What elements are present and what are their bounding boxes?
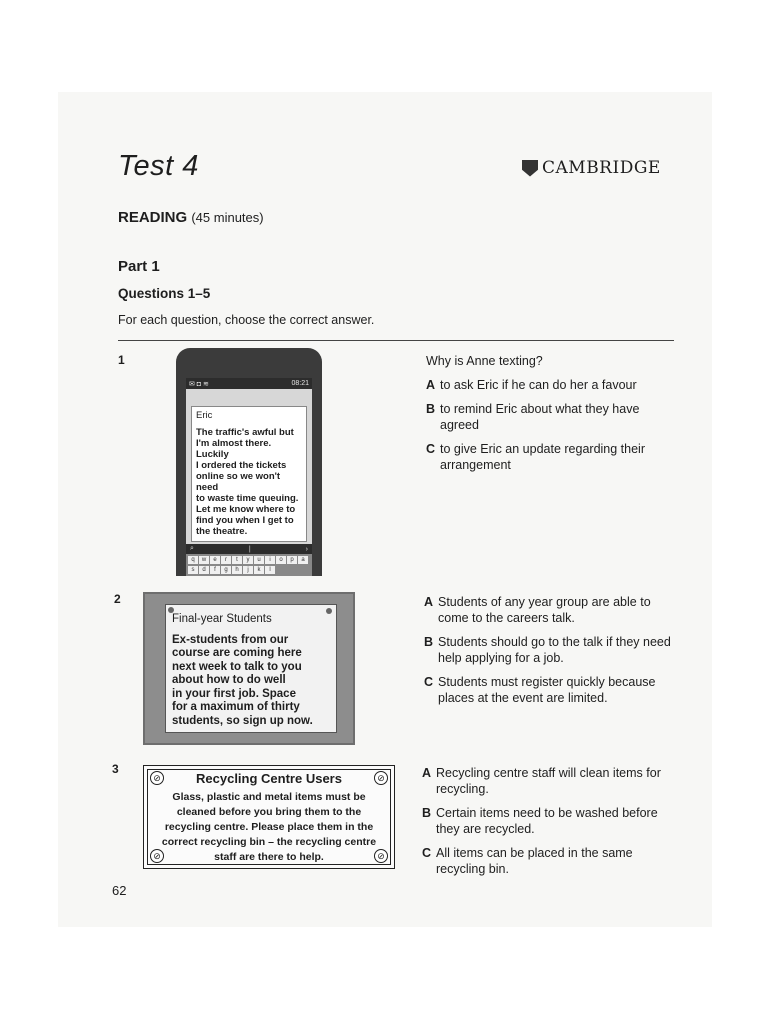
keyboard-key: s [188, 566, 198, 574]
status-time: 08:21 [291, 380, 309, 387]
test-title: Test 4 [118, 150, 199, 182]
keyboard-key: u [254, 556, 264, 564]
page-number: 62 [112, 883, 127, 898]
message-line: Let me know where to [196, 504, 296, 515]
question-stem: Why is Anne texting? [426, 354, 543, 368]
phone-screen [186, 378, 312, 576]
section-duration: (45 minutes) [191, 210, 264, 225]
notice-heading: Final-year Students [172, 613, 272, 625]
message-line: The traffic's awful but [196, 427, 294, 438]
keyboard-key: k [254, 566, 264, 574]
keyboard-key: j [243, 566, 253, 574]
keyboard-key: o [276, 556, 286, 564]
keyboard-key: d [199, 566, 209, 574]
keyboard-key: a [298, 556, 308, 564]
option-a: A Recycling centre staff will clean items for recycling. [422, 766, 661, 796]
options-q3 [422, 765, 672, 877]
message-line: I'm almost there. Luckily [196, 438, 272, 460]
message-recipient: Eric [196, 410, 213, 421]
keyboard-key: p [287, 556, 297, 564]
keyboard-key: h [232, 566, 242, 574]
pin-icon [168, 607, 174, 613]
phone-status-bar [186, 378, 312, 389]
section-name: READING [118, 209, 188, 226]
notice-board [143, 592, 355, 745]
keyboard-key: w [199, 556, 209, 564]
pin-icon [326, 608, 332, 614]
cambridge-logo [522, 158, 661, 178]
screw-icon: ⊘ [374, 849, 388, 863]
question-number: 2 [114, 592, 121, 606]
notice-body: Ex-students from our course are coming here next week to talk to you about how to do well in your first job. Space for a maximum of thirty students, so sign up now. [172, 633, 313, 727]
question-number: 1 [118, 353, 125, 367]
cambridge-shield-icon [522, 160, 538, 177]
option-c: C Students must register quickly because places at the event are limited. [424, 675, 656, 705]
sign-heading: Recycling Centre Users [196, 771, 342, 786]
option-a: A to ask Eric if he can do her a favour [426, 378, 637, 392]
message-line: I ordered the tickets [196, 460, 287, 471]
keyboard-key: y [243, 556, 253, 564]
keyboard-key: g [221, 566, 231, 574]
status-icons: ✉ ◘ ≋ [189, 380, 209, 388]
question-number: 3 [112, 762, 119, 776]
screw-icon: ⊘ [150, 771, 164, 785]
notice-paper [165, 604, 337, 733]
options-q1 [426, 377, 662, 473]
logo-text: CAMBRIDGE [542, 158, 661, 178]
keyboard-key: l [265, 566, 275, 574]
text-message [191, 406, 307, 542]
section-heading [118, 209, 264, 226]
chevron-right-icon: › [305, 545, 308, 553]
cursor-icon: | [248, 545, 251, 553]
part-heading: Part 1 [118, 258, 160, 275]
instruction-text: For each question, choose the correct answer. [118, 313, 375, 327]
message-line: to waste time queuing. [196, 493, 299, 504]
divider [118, 340, 674, 341]
option-a: A Students of any year group are able to come to the careers talk. [424, 595, 651, 625]
keyboard-key: r [221, 556, 231, 564]
keyboard-key: q [188, 556, 198, 564]
message-line: find you when I get to [196, 515, 294, 526]
message-line: the theatre. [196, 526, 248, 537]
phone-image [176, 348, 322, 576]
options-q2 [424, 594, 674, 706]
keyboard-key: t [232, 556, 242, 564]
message-line: online so we won't need [196, 471, 281, 493]
message-body [196, 427, 302, 537]
option-b: B to remind Eric about what they have agreed [426, 402, 640, 432]
keyboard-key: f [210, 566, 220, 574]
keyboard-toolbar [186, 544, 312, 554]
questions-heading: Questions 1–5 [118, 286, 211, 301]
recycling-sign [143, 765, 395, 869]
screw-icon: ⊘ [374, 771, 388, 785]
search-icon: ⌕ [190, 545, 194, 552]
option-c: C All items can be placed in the same recycling bin. [422, 846, 633, 876]
keyboard-key: e [210, 556, 220, 564]
option-c: C to give Eric an update regarding their arrangement [426, 442, 645, 472]
screw-icon: ⊘ [150, 849, 164, 863]
option-b: B Certain items need to be washed before they are recycled. [422, 806, 658, 836]
option-b: B Students should go to the talk if they need help applying for a job. [424, 635, 671, 665]
keyboard-key: i [265, 556, 275, 564]
sign-body: Glass, plastic and metal items must be cleaned before you bring them to the recycling centre. Please place them in the correct recycling bin – the recycling centre staff are there to help. [161, 791, 377, 863]
phone-keyboard [186, 554, 312, 576]
